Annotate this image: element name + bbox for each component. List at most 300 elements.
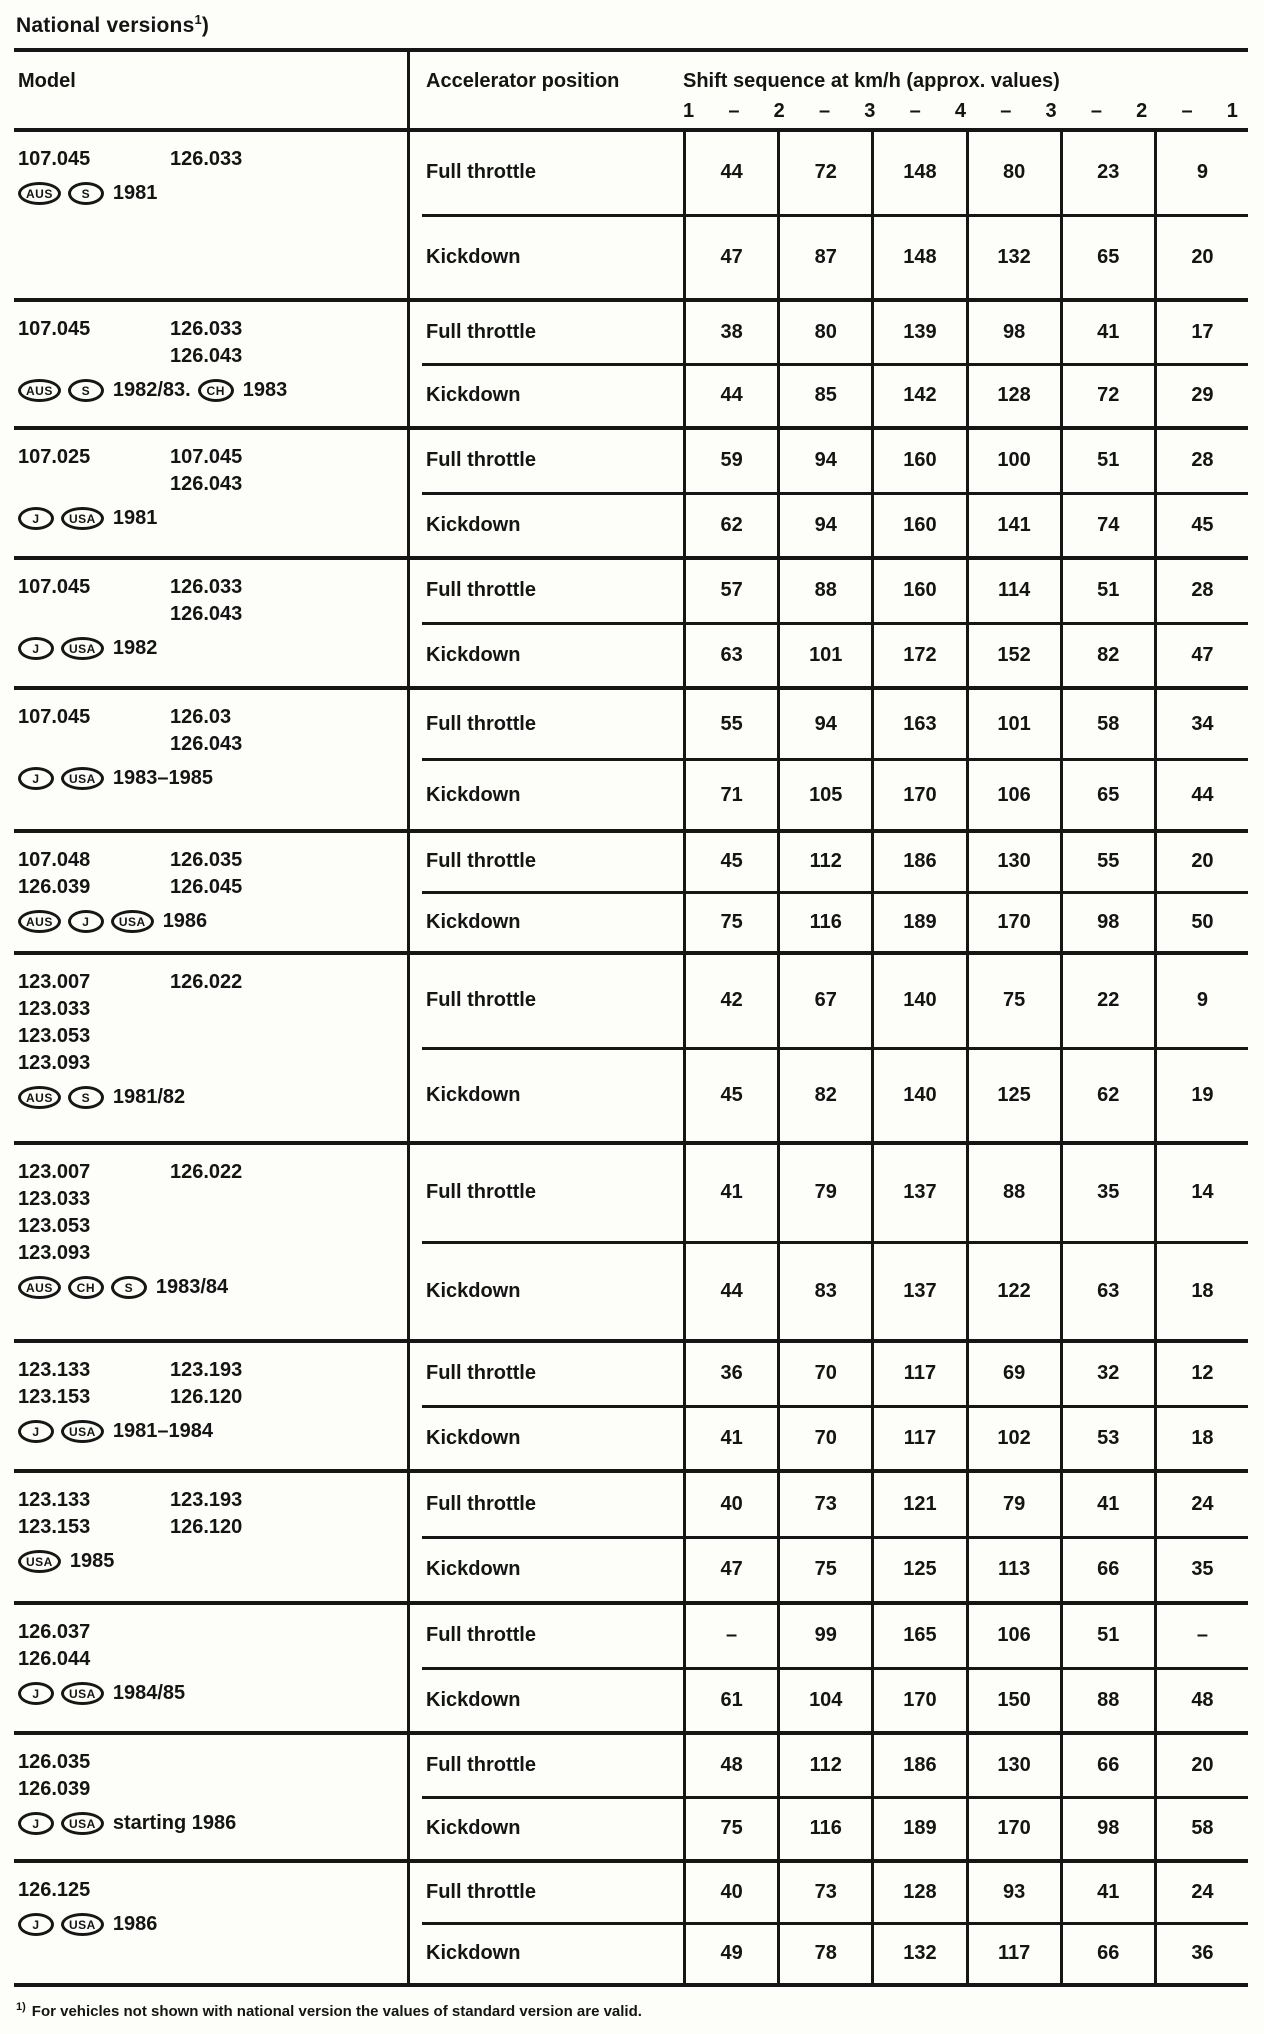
shift-speed-value: 69 [966,1343,1060,1405]
accelerator-position-label: Kickdown [426,245,521,268]
accelerator-position-label: Kickdown [426,643,521,666]
model-year: 1983–1985 [112,767,213,789]
model-number: 126.037 [18,1621,91,1643]
shift-speed-value: 28 [1154,430,1248,492]
model-line [18,1023,407,1050]
shift-speed-value: 9 [1154,955,1248,1047]
country-badge-aus: AUS [18,182,61,205]
gear-number: 1 [683,100,695,122]
gear-separator: – [818,100,831,122]
data-rows [410,1343,1248,1469]
model-number: 126.039 [18,1778,91,1800]
country-badge-usa: USA [18,1550,61,1573]
shift-speed-value: 66 [1060,1735,1154,1796]
shift-speed-value: 63 [1060,1244,1154,1340]
shift-speed-value: 130 [966,833,1060,891]
data-rows [410,1145,1248,1339]
model-number: 126.035 [18,1751,91,1773]
shift-speed-value: 132 [871,1925,965,1984]
model-number: 123.193 [170,1489,243,1511]
model-number [18,601,170,628]
table-row [410,1145,1248,1241]
accelerator-position-label: Kickdown [426,384,521,407]
shift-speed-value: 47 [683,1539,777,1602]
shift-speed-value: 189 [871,894,965,952]
gear-separator: – [909,100,921,122]
column-header-accelerator-position: Accelerator position [426,70,620,92]
accelerator-position-label: Kickdown [426,1817,521,1840]
shift-speed-value: 98 [1060,894,1154,952]
model-line [18,574,407,601]
shift-speed-value: 18 [1154,1408,1248,1470]
country-badge-j: J [18,1682,54,1705]
shift-speed-value: 106 [966,1605,1060,1667]
table-row [410,894,1248,952]
shift-speed-value: 114 [966,560,1060,622]
model-line [18,969,407,996]
model-number: 126.03 [170,706,232,728]
model-line [18,874,407,901]
table-row-group [14,1605,1248,1735]
shift-speed-value: 170 [871,761,965,829]
shift-speed-value: 74 [1060,495,1154,557]
shift-speed-value: 94 [777,430,871,492]
model-year: 1986 [162,910,208,932]
shift-speed-value: 44 [683,1244,777,1340]
shift-speed-value: 63 [683,625,777,687]
model-number: 126.035 [170,849,243,871]
shift-speed-value: 139 [871,302,965,363]
shift-speed-value: 121 [871,1473,965,1536]
badge-year-line [18,507,407,530]
shift-speed-value: 142 [871,366,965,427]
country-badge-j: J [18,1420,54,1443]
model-cell [14,132,410,298]
shift-speed-value: 23 [1060,132,1154,214]
page-title [16,12,1248,38]
shift-speed-value: 172 [871,625,965,687]
shift-speed-value: 51 [1060,430,1154,492]
shift-speed-value: 82 [1060,625,1154,687]
shift-speed-value: 83 [777,1244,871,1340]
shift-speed-value: 93 [966,1863,1060,1922]
shift-speed-value: 65 [1060,761,1154,829]
table-row [410,495,1248,557]
model-number: 123.007 [18,971,91,993]
shift-speed-value: 137 [871,1145,965,1241]
shift-speed-value: 66 [1060,1925,1154,1984]
model-number: 126.043 [170,345,243,367]
table-row [410,302,1248,363]
shift-speed-value: 125 [871,1539,965,1602]
shift-speed-value: 88 [1060,1670,1154,1732]
table-row [410,833,1248,891]
table-row [410,625,1248,687]
table-header-right [410,52,1248,128]
model-number: 126.125 [18,1879,91,1901]
shift-speed-value: 17 [1154,302,1248,363]
shift-speed-value: 20 [1154,1735,1248,1796]
accelerator-position-label: Kickdown [426,783,521,806]
table-row-group [14,1735,1248,1863]
shift-speed-value: 41 [1060,1473,1154,1536]
model-year: 1981–1984 [112,1420,213,1442]
accelerator-position-label: Full throttle [426,1624,536,1647]
shift-speed-value: 98 [966,302,1060,363]
shift-speed-value: 44 [683,366,777,427]
gear-number: 2 [1136,100,1148,122]
gear-separator: – [728,100,740,122]
model-line [18,996,407,1023]
model-cell [14,302,410,426]
accelerator-position-label: Kickdown [426,1279,521,1302]
shift-speed-value: 45 [683,1050,777,1142]
shift-speed-value: 20 [1154,217,1248,299]
footnote-marker: 1) [16,2001,26,2013]
shift-speed-value: 35 [1060,1145,1154,1241]
model-number: 123.153 [18,1386,91,1408]
accelerator-position-label: Full throttle [426,1753,536,1776]
model-line [18,731,407,758]
shift-speed-value: 40 [683,1863,777,1922]
country-badge-s: S [111,1276,147,1299]
shift-speed-value: 128 [871,1863,965,1922]
accelerator-position-label: Full throttle [426,449,536,472]
shift-speed-value: 88 [966,1145,1060,1241]
model-line [18,1050,407,1077]
data-rows [410,430,1248,556]
model-line [18,471,407,498]
model-number: 126.043 [170,733,243,755]
country-badge-s: S [68,1086,104,1109]
shift-speed-value: 148 [871,132,965,214]
country-badge-usa: USA [61,507,104,530]
accelerator-position-label: Kickdown [426,910,521,933]
badge-year-line [18,1550,407,1573]
shift-speed-value: – [683,1605,777,1667]
model-number: 126.044 [18,1648,91,1670]
shift-speed-value: 79 [777,1145,871,1241]
accelerator-position-label: Kickdown [426,1426,521,1449]
table-row [410,1539,1248,1602]
model-line [18,1749,407,1776]
badge-year-line [18,637,407,660]
country-badge-usa: USA [61,1420,104,1443]
model-number: 123.093 [18,1052,91,1074]
shift-speed-value: 75 [683,894,777,952]
shift-speed-value: 12 [1154,1343,1248,1405]
model-number: 123.053 [18,1025,91,1047]
accelerator-position-label: Full throttle [426,1880,536,1903]
column-header-model: Model [14,52,410,128]
shift-speed-value: 29 [1154,366,1248,427]
table-row [410,1735,1248,1796]
shift-speed-value: 75 [683,1799,777,1860]
shift-speed-value: 51 [1060,1605,1154,1667]
shift-sequence-header [683,70,1248,128]
accelerator-position-label: Full throttle [426,1492,536,1515]
footnote [16,2001,1248,2020]
shift-speed-value: 116 [777,1799,871,1860]
shift-speed-value: 48 [683,1735,777,1796]
model-number: 123.133 [18,1489,91,1511]
model-number [18,471,170,498]
shift-speed-value: 42 [683,955,777,1047]
shift-speed-value: 150 [966,1670,1060,1732]
shift-speed-value: 88 [777,560,871,622]
accelerator-position-label: Kickdown [426,1942,521,1965]
accelerator-position-label: Kickdown [426,513,521,536]
country-badge-aus: AUS [18,1086,61,1109]
model-number: 123.033 [18,998,91,1020]
shift-speed-value: 170 [966,894,1060,952]
table-row [410,1605,1248,1667]
shift-speed-value: 82 [777,1050,871,1142]
data-rows [410,1735,1248,1859]
shift-speed-value: 28 [1154,560,1248,622]
gear-number: 4 [954,100,966,122]
model-line [18,1619,407,1646]
shift-speed-value: 117 [871,1343,965,1405]
shift-speed-value: 132 [966,217,1060,299]
model-number: 107.025 [18,446,91,468]
shift-speed-value: 44 [1154,761,1248,829]
table-row [410,1863,1248,1922]
table-row-group [14,1473,1248,1605]
country-badge-s: S [68,182,104,205]
shift-speed-value: 65 [1060,217,1154,299]
model-line [18,444,407,471]
shift-speed-value: 100 [966,430,1060,492]
model-year: 1986 [112,1913,158,1935]
badge-year-line [18,1086,407,1109]
model-year: 1983/84 [155,1276,229,1298]
shift-speed-value: 105 [777,761,871,829]
shift-speed-value: 20 [1154,833,1248,891]
country-badge-ch: CH [198,379,234,402]
shift-speed-value: 106 [966,761,1060,829]
table-row [410,690,1248,758]
model-line [18,1240,407,1267]
model-year: starting 1986 [112,1812,237,1834]
model-year: 1982 [112,637,158,659]
table-row-group [14,690,1248,833]
title-paren: ) [201,14,210,37]
gear-sequence-row [683,100,1238,128]
shift-speed-value: 57 [683,560,777,622]
model-line [18,1776,407,1803]
model-cell [14,1473,410,1601]
accelerator-position-label: Kickdown [426,1083,521,1106]
shift-speed-value: 160 [871,430,965,492]
model-number: 123.033 [18,1188,91,1210]
badge-year-line [18,1276,407,1299]
data-rows [410,1473,1248,1601]
shift-speed-value: 141 [966,495,1060,557]
model-cell [14,560,410,686]
model-line [18,146,407,173]
accelerator-position-label: Full throttle [426,850,536,873]
model-number: 126.022 [170,1161,243,1183]
shift-speed-value: 51 [1060,560,1154,622]
model-number: 107.048 [18,849,91,871]
country-badge-s: S [68,379,104,402]
model-number: 123.007 [18,1161,91,1183]
gear-separator: – [1000,100,1012,122]
shift-speed-value: 186 [871,1735,965,1796]
shift-speed-value: 122 [966,1244,1060,1340]
shift-speed-value: 137 [871,1244,965,1340]
shift-speed-value: 80 [966,132,1060,214]
model-number: 126.033 [170,148,243,170]
model-line [18,343,407,370]
shift-speed-value: 67 [777,955,871,1047]
shift-speed-value: 70 [777,1408,871,1470]
accelerator-position-label: Full throttle [426,1362,536,1385]
shift-speed-value: 41 [1060,302,1154,363]
shift-speed-value: 44 [683,132,777,214]
table-row-group [14,302,1248,430]
shift-speed-value: 113 [966,1539,1060,1602]
table-row [410,1925,1248,1984]
shift-speed-value: 47 [1154,625,1248,687]
model-line [18,1357,407,1384]
country-badge-ch: CH [68,1276,104,1299]
model-line [18,1213,407,1240]
table-row-group [14,560,1248,690]
model-number: 107.045 [18,706,91,728]
model-line [18,704,407,731]
table-row [410,132,1248,214]
shift-speed-value: 24 [1154,1473,1248,1536]
country-badge-aus: AUS [18,1276,61,1299]
shift-speed-value: 73 [777,1863,871,1922]
badge-year-line [18,767,407,790]
column-header-shift-sequence: Shift sequence at km/h (approx. values) [683,70,1060,92]
shift-speed-value: 14 [1154,1145,1248,1241]
shift-speed-value: 40 [683,1473,777,1536]
model-line [18,601,407,628]
model-number: 126.033 [170,318,243,340]
model-cell [14,1735,410,1859]
table-row [410,1408,1248,1470]
table-row [410,955,1248,1047]
shift-speed-value: 128 [966,366,1060,427]
shift-speed-value: 58 [1060,690,1154,758]
model-number: 123.053 [18,1215,91,1237]
model-number: 123.133 [18,1359,91,1381]
table-row-group [14,132,1248,302]
shift-speed-value: 186 [871,833,965,891]
gear-number: 3 [1045,100,1057,122]
table-row-group [14,833,1248,955]
gear-number: 2 [773,100,785,122]
shift-speed-value: 34 [1154,690,1248,758]
table-row-group [14,955,1248,1145]
shift-speed-value: 72 [777,132,871,214]
model-year: 1981 [112,182,158,204]
shift-speed-value: 9 [1154,132,1248,214]
shift-speed-value: 152 [966,625,1060,687]
model-number: 107.045 [18,318,91,340]
table-row [410,366,1248,427]
shift-speed-value: 58 [1154,1799,1248,1860]
badge-year-line [18,182,407,205]
model-year: 1981/82 [112,1086,186,1108]
model-year: 1985 [69,1550,115,1572]
accelerator-position-label: Full throttle [426,989,536,1012]
table-row [410,1473,1248,1536]
model-year: 1983 [242,379,288,401]
country-badge-j: J [18,507,54,530]
model-number: 123.193 [170,1359,243,1381]
accelerator-position-label: Kickdown [426,1688,521,1711]
accelerator-position-label: Full throttle [426,320,536,343]
shift-speed-value: 117 [966,1925,1060,1984]
model-cell [14,1343,410,1469]
model-line [18,316,407,343]
table-body [14,132,1248,1983]
shift-speed-value: 47 [683,217,777,299]
shift-speed-value: 94 [777,690,871,758]
model-cell [14,690,410,829]
shift-speed-value: 112 [777,833,871,891]
accelerator-position-label: Full throttle [426,161,536,184]
model-line [18,1186,407,1213]
model-line [18,1487,407,1514]
shift-speed-value: 85 [777,366,871,427]
table-header [14,52,1248,132]
shift-speed-value: 75 [966,955,1060,1047]
data-rows [410,955,1248,1141]
model-number [18,731,170,758]
country-badge-j: J [18,637,54,660]
national-versions-table [14,48,1248,1987]
shift-speed-value: 80 [777,302,871,363]
data-rows [410,690,1248,829]
badge-year-line [18,1913,407,1936]
shift-speed-value: 140 [871,1050,965,1142]
shift-speed-value: 45 [1154,495,1248,557]
table-row-group [14,430,1248,560]
shift-speed-value: 72 [1060,366,1154,427]
country-badge-usa: USA [111,910,154,933]
shift-speed-value: 55 [683,690,777,758]
shift-speed-value: 22 [1060,955,1154,1047]
data-rows [410,833,1248,951]
shift-speed-value: 19 [1154,1050,1248,1142]
model-line [18,1514,407,1541]
model-number: 107.045 [18,576,91,598]
table-row [410,761,1248,829]
badge-year-line [18,379,407,402]
table-row [410,430,1248,492]
data-rows [410,1605,1248,1731]
data-rows [410,132,1248,298]
model-cell [14,955,410,1141]
shift-speed-value: 36 [1154,1925,1248,1984]
table-row [410,1670,1248,1732]
shift-speed-value: 41 [683,1145,777,1241]
country-badge-usa: USA [61,767,104,790]
model-cell [14,1145,410,1339]
model-number: 107.045 [170,446,243,468]
country-badge-j: J [18,1913,54,1936]
shift-speed-value: 94 [777,495,871,557]
badge-year-line [18,1420,407,1443]
data-rows [410,560,1248,686]
shift-speed-value: 101 [966,690,1060,758]
